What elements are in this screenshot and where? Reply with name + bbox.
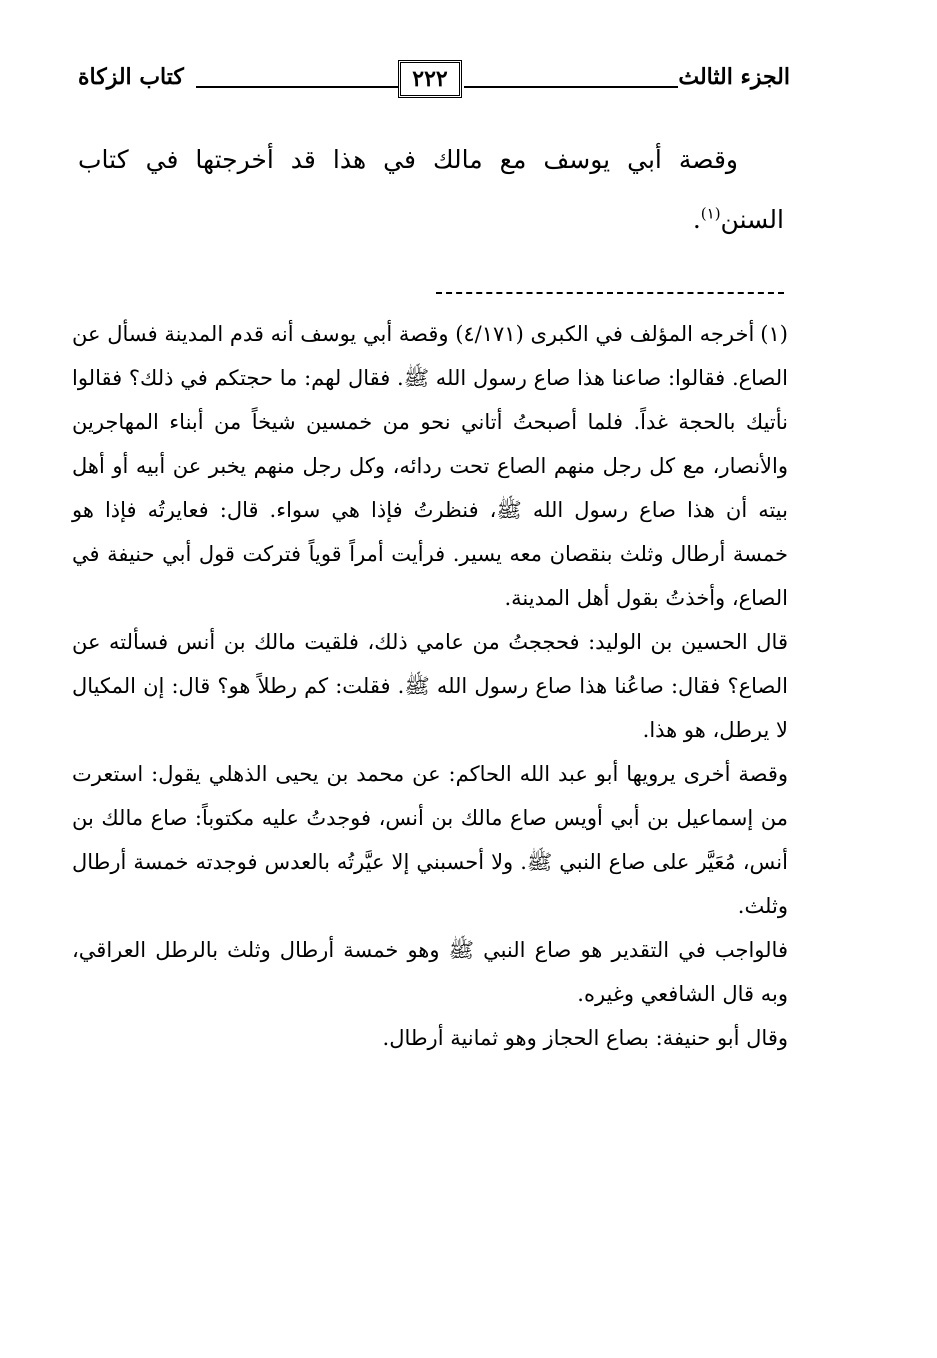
page-number: ٢٢٢ <box>398 60 462 98</box>
footnote-para-5: وقال أبو حنيفة: بصاع الحجاز وهو ثمانية أرطال. <box>382 1026 788 1050</box>
footnote-para-3: وقصة أخرى يرويها أبو عبد الله الحاكم: عن محمد بن يحيى الذهلي يقول: استعرت من إسماعيل بن أبي أويس صاع مالك بن أنس، فوجدتُ عليه مكتوباً: صاع مالك بن أنس، مُعَيَّر على صاع النبي ﷺ. ولا أحسبني إلا عيَّرتُه بالعدس فوجدته خمسة أرطال وثلث. <box>72 762 788 918</box>
footnote-para-1: أخرجه المؤلف في الكبرى (٤/١٧١) وقصة أبي يوسف أنه قدم المدينة فسأل عن الصاع. فقالوا: صاعنا هذا صاع رسول الله ﷺ. فقال لهم: ما حجتكم في ذلك؟ فقالوا نأتيك بالحجة غداً. فلما أصبحتُ أتاني نحو من خمسين شيخاً من أبناء المهاجرين والأنصار، مع كل رجل منهم الصاع تحت ردائه، وكل رجل منهم يخبر عن أبيه أو أهل بيته أن هذا صاع رسول الله ﷺ، فنظرتُ فإذا هي سواء. قال: فعايرتُه فإذا هو خمسة أرطال وثلث بنقصان معه يسير. فرأيت أمراً قوياً فتركت قول أبي حنيفة في الصاع، وأخذتُ بقول أهل المدينة. <box>72 322 788 610</box>
footnote-reference[interactable]: (١) <box>700 204 721 223</box>
header-rule-left <box>196 86 398 88</box>
footnote-para-4: فالواجب في التقدير هو صاع النبي ﷺ وهو خمسة أرطال وثلث بالرطل العراقي، وبه قال الشافعي وغيره. <box>72 938 788 1006</box>
main-end-punct: . <box>692 205 701 234</box>
main-paragraph <box>78 130 784 250</box>
main-paragraph-text: وقصة أبي يوسف مع مالك في هذا قد أخرجتها في كتاب السنن <box>78 145 784 234</box>
header-rule-right <box>464 86 678 88</box>
footnote-para-2: قال الحسين بن الوليد: فحججتُ من عامي ذلك، فلقيت مالك بن أنس فسألته عن الصاع؟ فقال: صاعُنا هذا صاع رسول الله ﷺ. فقلت: كم رطلاً هو؟ قال: إن المكيال لا يرطل، هو هذا. <box>72 630 788 742</box>
footnote-marker: (١) <box>760 322 788 346</box>
page-header <box>78 58 790 104</box>
main-text <box>78 130 784 250</box>
volume-title: الجزء الثالث <box>678 64 790 90</box>
footnote-separator <box>436 292 784 294</box>
book-title: كتاب الزكاة <box>78 64 184 90</box>
footnote-1 <box>72 312 788 620</box>
footnotes <box>72 312 788 1060</box>
